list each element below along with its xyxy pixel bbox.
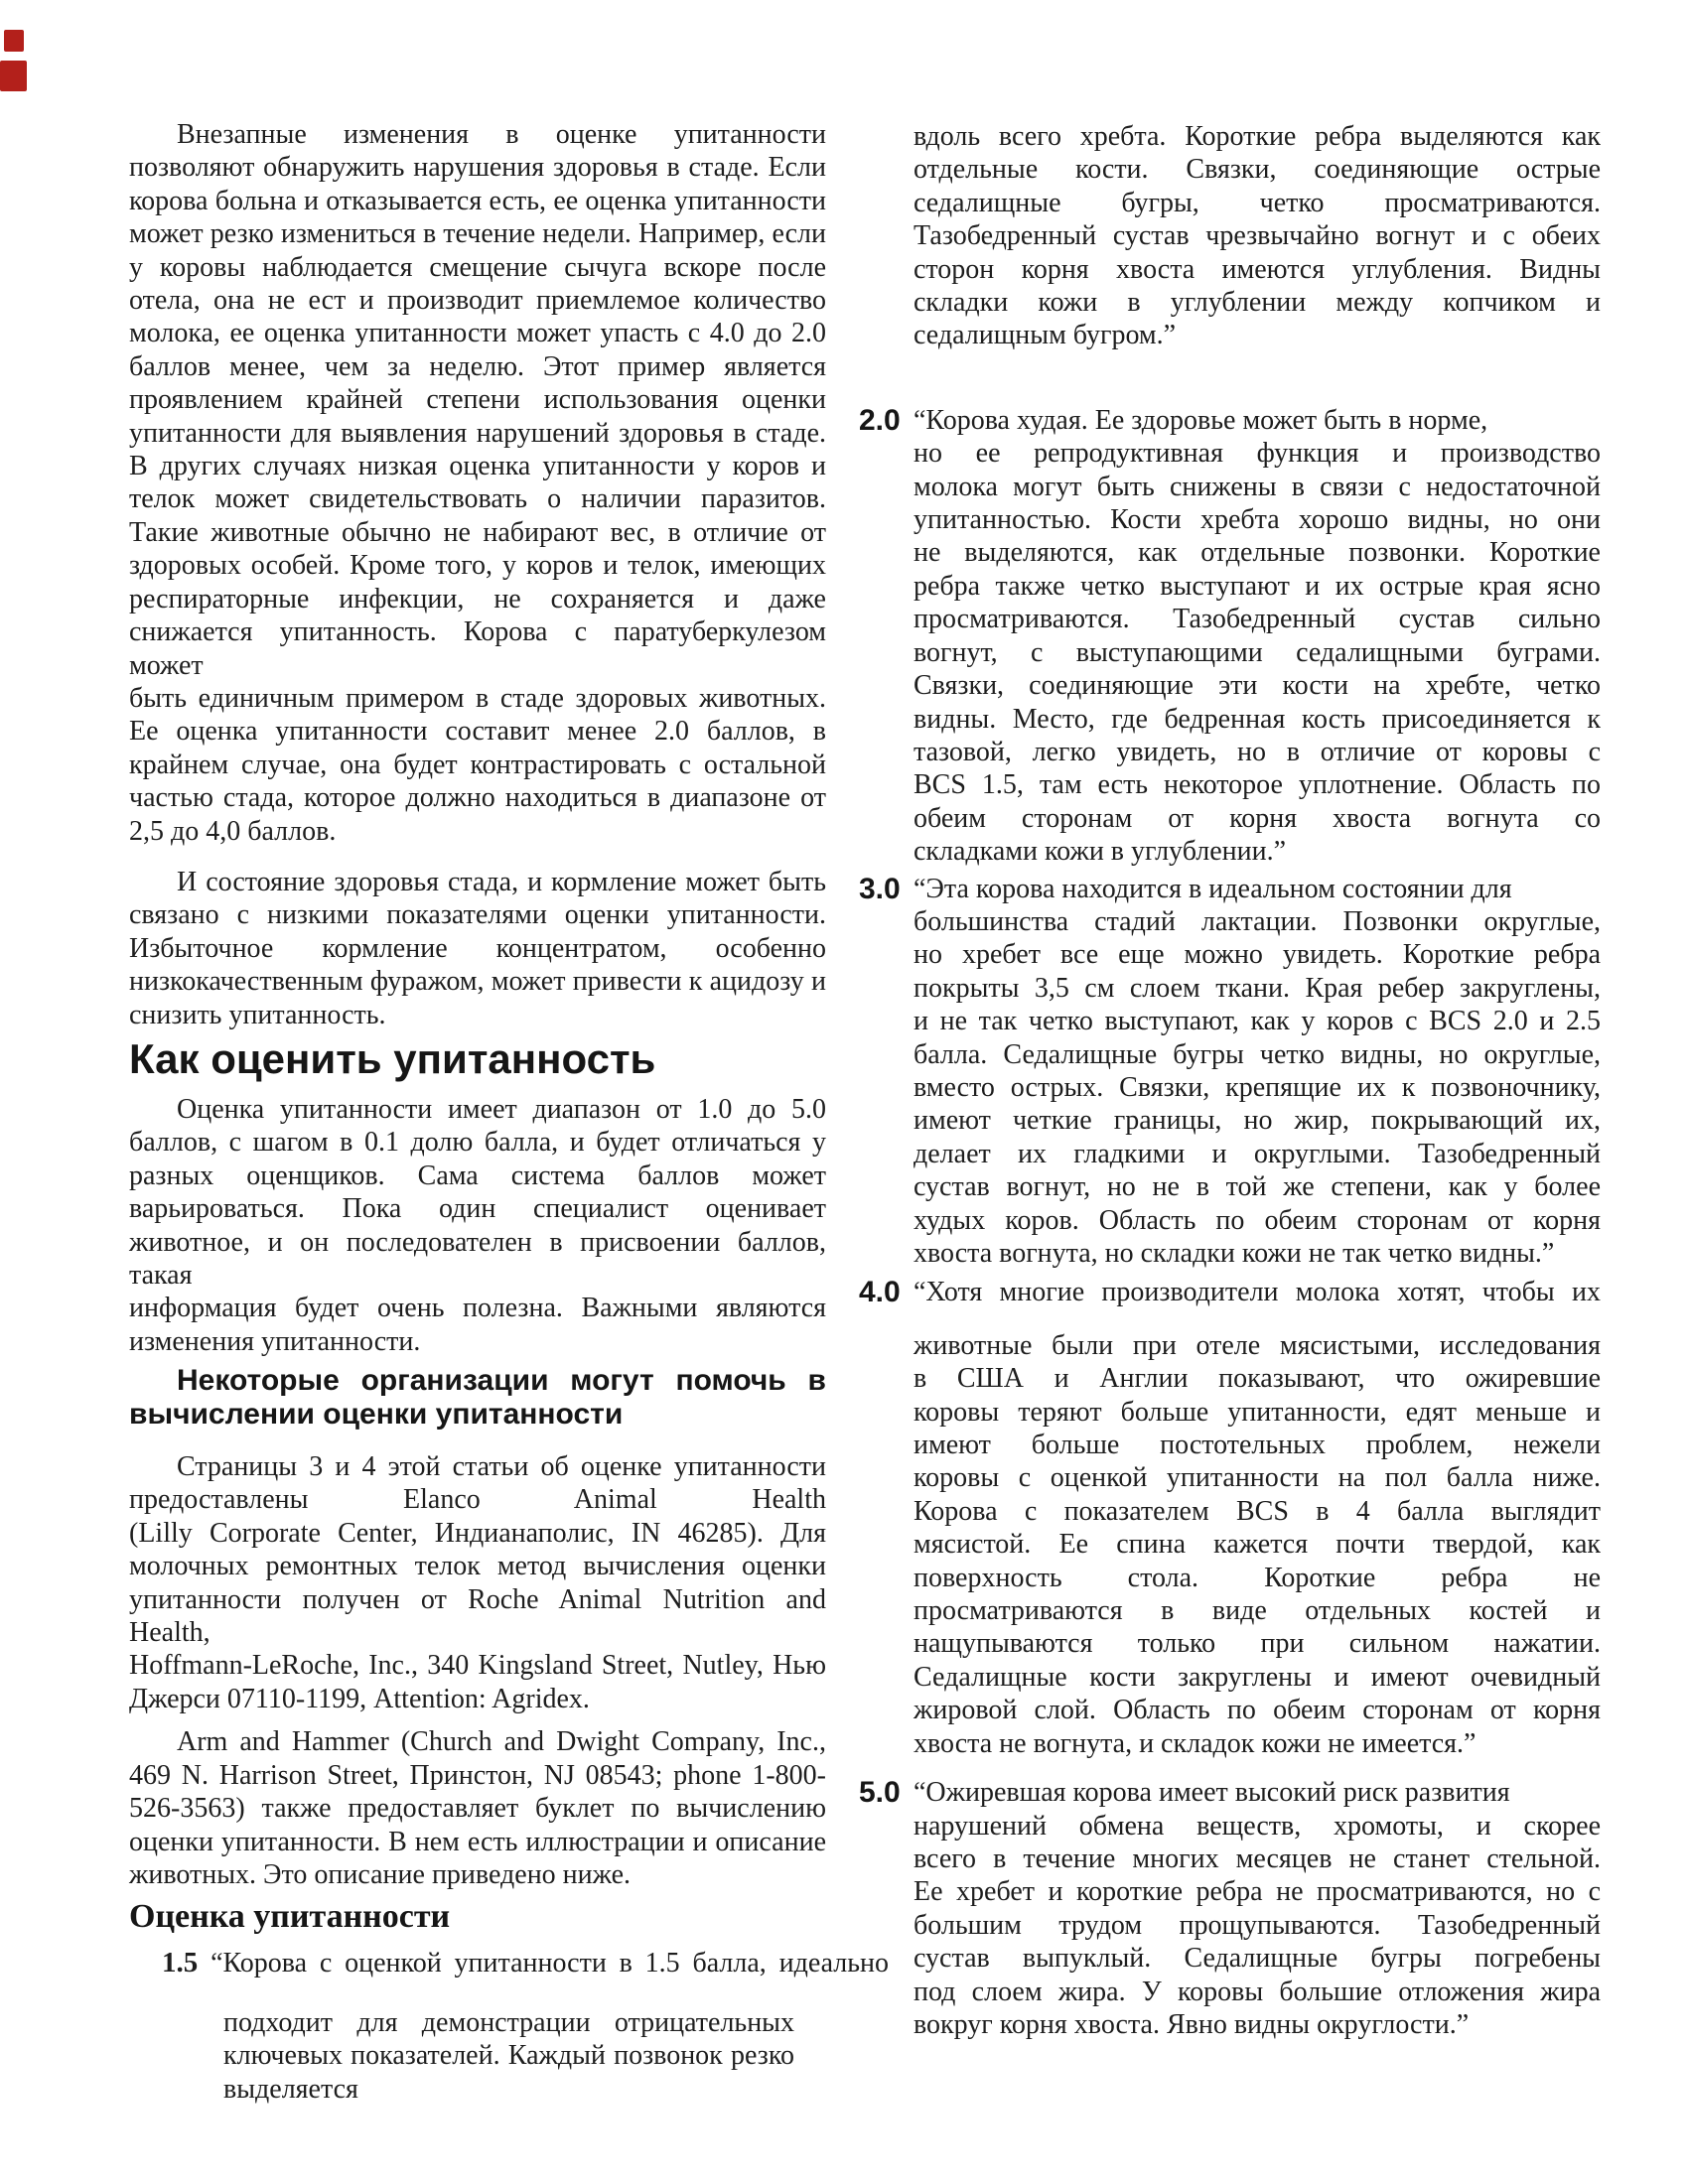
text-line: мясистой. Ее спина кажется почти твердой, как (914, 1529, 1601, 1561)
text-line: тазовой, легко увидеть, но в отличие от коровы с (914, 736, 1601, 767)
score-text-1-5: “Корова с оценкой упитанности в 1.5 балла, идеально (211, 1948, 890, 1979)
text-line: снизить упитанность. (129, 999, 386, 1030)
text-line: Седалищные кости закруглены и имеют очевидный (914, 1661, 1601, 1693)
text-line: корова больна и отказывается есть, ее оценка упитанности (129, 185, 826, 216)
text-line: предоставлены Elanco Animal Health (129, 1484, 826, 1516)
paragraph-continuation-1-5 (859, 120, 1601, 352)
text-line: упитанности для выявления нарушений здоровья в стаде. (129, 417, 826, 449)
text-line: складки кожи в углублении между копчиком и (914, 287, 1601, 319)
text-line: связано с низкими показателями оценки упитанности. (129, 899, 826, 931)
text-line: “Эта корова находится в идеальном состоянии для (914, 873, 1512, 904)
text-line: 2,5 до 4,0 баллов. (129, 815, 337, 847)
text-line: обеим сторонам от корня хвоста вогнута со (914, 802, 1601, 834)
score-label-5-0: 5.0 (859, 1776, 901, 1810)
text-line: Hoffmann-LeRoche, Inc., 340 Kingsland Street, Nutley, Нью (129, 1650, 826, 1682)
text-line: Некоторые организации могут помочь в (177, 1364, 826, 1398)
score-item-1-5-continued (223, 2006, 794, 2106)
text-line: имеют четкие границы, но жир, покрывающий их, (914, 1105, 1601, 1137)
text-line: проявлением крайней степени использования оценки (129, 384, 826, 416)
text-line: В других случаях низкая оценка упитанности у коров и (129, 451, 826, 482)
text-line: Связки, соединяющие эти кости на хребте, четко (914, 670, 1601, 702)
text-line: выделяется (223, 2073, 358, 2105)
text-line: просматриваются. Тазобедренный сустав сильно (914, 604, 1601, 635)
text-line: телок может свидетельствовать о наличии паразитов. (129, 483, 826, 515)
text-line: балла. Седалищные бугры четко видны, но округлые, (914, 1038, 1601, 1070)
text-line: отдельные кости. Связки, соединяющие острые (914, 154, 1601, 186)
text-line: коровы с оценкой упитанности на пол балла ниже. (914, 1462, 1601, 1494)
score-text-4-0-body (914, 1329, 1601, 1760)
subheading-organizations-help (129, 1364, 826, 1431)
text-line: животные были при отеле мясистыми, исследования (914, 1329, 1601, 1361)
text-line: вдоль всего хребта. Короткие ребра выделяются как (914, 121, 1601, 152)
text-line: и не так четко выступают, как у коров с BCS 2.0 и 2.5 (914, 1006, 1601, 1037)
right-column (859, 0, 1601, 2041)
score-text-4-0-lead (914, 1276, 1601, 1308)
text-line: Такие животные обычно не набирают вес, в отличие от (129, 516, 826, 548)
text-line: под слоем жира. У коровы большие отложения жира (914, 1976, 1601, 2007)
text-line: молока могут быть снижены в связи с недостаточной (914, 471, 1601, 502)
text-line: снижается упитанность. Корова с паратуберкулезом может (129, 616, 826, 681)
text-line: подходит для демонстрации отрицательных (223, 2006, 794, 2038)
text-line: Страницы 3 и 4 этой статьи об оценке упитанности (177, 1451, 826, 1483)
text-line: 469 N. Harrison Street, Принстон, NJ 08543; phone 1-800- (129, 1759, 826, 1791)
score-item-5-0 (859, 1776, 1601, 2041)
text-line: молочных ремонтных телок метод вычисления оценки (129, 1551, 826, 1582)
text-line: сустав выпуклый. Седалищные бугры погребены (914, 1943, 1601, 1975)
text-line: оценки упитанности. В нем есть иллюстрации и описание (129, 1826, 826, 1857)
text-line: отела, она не ест и производит приемлемое количество (129, 285, 826, 317)
text-line: частью стада, которое должно находиться в диапазоне от (129, 782, 826, 814)
text-line: покрыты 3,5 см слоем ткани. Края ребер закруглены, (914, 972, 1601, 1004)
text-line: большинства стадий лактации. Позвонки округлые, (914, 905, 1601, 937)
text-line: поверхность стола. Короткие ребра не (914, 1562, 1601, 1593)
text-line: но ее репродуктивная функция и производство (914, 438, 1601, 470)
paragraph-arm-and-hammer (129, 1725, 826, 1891)
text-line: И состояние здоровья стада, и кормление может быть (177, 866, 826, 897)
text-line: респираторные инфекции, не сохраняется и даже (129, 583, 826, 614)
text-line: крайнем случае, она будет контрастировать с остальной (129, 749, 826, 780)
score-text-3-0 (914, 873, 1601, 1271)
text-line: нарушений обмена веществ, хромоты, и скорее (914, 1810, 1601, 1842)
text-line: животных. Это описание приведено ниже. (129, 1858, 632, 1890)
text-line: может резко измениться в течение недели. Например, если (129, 218, 826, 250)
text-line: баллов менее, чем за неделю. Этот пример является (129, 350, 826, 382)
text-line: разных оценщиков. Сама система баллов может (129, 1160, 826, 1191)
text-line: у коровы наблюдается смещение сычуга вскоре после (129, 251, 826, 283)
text-line: складками кожи в углублении.” (914, 836, 1287, 868)
score-text-5-0 (914, 1776, 1601, 2041)
text-line: сустав вогнут, но не в той же степени, как у более (914, 1171, 1601, 1203)
paragraph-score-range (129, 1093, 826, 1358)
heading-how-to-score: Как оценить упитанность (129, 1034, 656, 1082)
score-item-1-5 (162, 1947, 889, 1979)
text-line: ключевых показателей. Каждый позвонок резко (223, 2040, 794, 2072)
text-line: “Ожиревшая корова имеет высокий риск развития (914, 1777, 1510, 1809)
text-line: BCS 1.5, там есть некоторое уплотнение. Область по (914, 769, 1601, 801)
score-item-3-0 (859, 873, 1601, 1271)
text-line: Избыточное кормление концентратом, особенно (129, 932, 826, 964)
text-line: 526-3563) также предоставляет буклет по вычислению (129, 1793, 826, 1825)
text-line: “Корова худая. Ее здоровье может быть в норме, (914, 404, 1488, 436)
text-line: видны. Место, где бедренная кость присоединяется к (914, 703, 1601, 735)
text-line: животное, и он последователен в присвоении баллов, такая (129, 1226, 826, 1291)
text-line: нащупываются только при сильном нажатии. (914, 1628, 1601, 1660)
text-line: жировой слой. Область по обеим сторонам от корня (914, 1695, 1601, 1726)
text-line: баллов, с шагом в 0.1 долю балла, и будет отличаться у (129, 1127, 826, 1159)
text-line: просматриваются в виде отдельных костей и (914, 1595, 1601, 1627)
text-line: но хребет все еще можно увидеть. Короткие ребра (914, 939, 1601, 971)
text-line: молока, ее оценка упитанности может упасть с 4.0 до 2.0 (129, 318, 826, 349)
text-line: седалищным бугром.” (914, 320, 1177, 351)
text-line: низкокачественным фуражом, может привести к ацидозу и (129, 966, 826, 998)
score-item-4-0 (859, 1276, 1601, 1760)
text-line: (Lilly Corporate Center, Индианаполис, IN 46285). Для (129, 1517, 826, 1549)
text-line: варьироваться. Пока один специалист оценивает (129, 1193, 826, 1225)
text-line: быть единичным примером в стаде здоровых животных. (129, 682, 826, 714)
text-line: большим трудом прощупываются. Тазобедренный (914, 1909, 1601, 1941)
score-label-2-0: 2.0 (859, 403, 901, 437)
text-line: изменения упитанности. (129, 1325, 421, 1357)
score-label-3-0: 3.0 (859, 872, 901, 905)
text-line: вычислении оценки упитанности (129, 1397, 624, 1431)
paragraph-elanco-roche (129, 1450, 826, 1715)
text-line: “Хотя многие производители молока хотят, чтобы их (914, 1277, 1601, 1308)
text-line: упитанности получен от Roche Animal Nutrition and Health, (129, 1583, 826, 1649)
text-line: Оценка упитанности имеет диапазон от 1.0 до 5.0 (177, 1093, 826, 1125)
text-line: Ее хребет и короткие ребра не просматриваются, но с (914, 1876, 1601, 1908)
red-stamp-mark-top (4, 30, 24, 52)
text-line: хвоста не вогнута, и складок кожи не имеется.” (914, 1727, 1477, 1759)
text-line: имеют больше постотельных проблем, нежели (914, 1430, 1601, 1461)
text-line: Тазобедренный сустав чрезвычайно вогнут и с обеих (914, 220, 1601, 252)
paragraph-sudden-changes (129, 118, 826, 848)
text-line: делает их гладкими и округлыми. Тазобедренный (914, 1138, 1601, 1169)
score-label-1-5: 1.5 (162, 1947, 199, 1979)
text-line: Внезапные изменения в оценке упитанности (177, 119, 826, 150)
text-line: не выделяются, как отдельные позвонки. Короткие (914, 537, 1601, 569)
text-line: здоровых особей. Кроме того, у коров и телок, имеющих (129, 550, 826, 582)
text-line: упитанностью. Кости хребта хорошо видны, но они (914, 504, 1601, 536)
score-item-2-0 (859, 404, 1601, 869)
paragraph-herd-health-feeding (129, 866, 826, 1031)
text-line: позволяют обнаружить нарушения здоровья в стаде. Если (129, 152, 826, 184)
red-stamp-mark-bottom (0, 61, 27, 91)
text-line: Джерси 07110-1199, Attention: Agridex. (129, 1683, 590, 1714)
text-line: вместо острых. Связки, крепящие их к позвоночнику, (914, 1071, 1601, 1103)
heading-score-descriptions: Оценка упитанности (129, 1898, 451, 1936)
text-line: вогнут, с выступающими седалищными буграми. (914, 636, 1601, 668)
text-line: сторон корня хвоста имеются углубления. Видны (914, 253, 1601, 285)
text-line: хвоста вогнута, но складки кожи не так четко видны.” (914, 1238, 1555, 1269)
text-line: Ее оценка упитанности составит менее 2.0 баллов, в (129, 716, 826, 748)
text-line: коровы теряют больше упитанности, едят меньше и (914, 1396, 1601, 1428)
text-line: информация будет очень полезна. Важными являются (129, 1293, 826, 1324)
text-line: вокруг корня хвоста. Явно видны округлости.” (914, 2008, 1470, 2040)
text-line: ребра также четко выступают и их острые края ясно (914, 570, 1601, 602)
text-line: худых коров. Область по обеим сторонам от корня (914, 1204, 1601, 1236)
text-line: в США и Англии показывают, что ожиревшие (914, 1363, 1601, 1395)
score-text-2-0 (914, 404, 1601, 869)
text-line: седалищные бугры, четко просматриваются. (914, 187, 1601, 218)
text-line: Корова с показателем BCS в 4 балла выглядит (914, 1495, 1601, 1527)
score-label-4-0: 4.0 (859, 1276, 901, 1309)
text-line: всего в течение многих месяцев не станет стельной. (914, 1843, 1601, 1874)
text-line: Arm and Hammer (Church and Dwight Company, Inc., (177, 1726, 826, 1758)
